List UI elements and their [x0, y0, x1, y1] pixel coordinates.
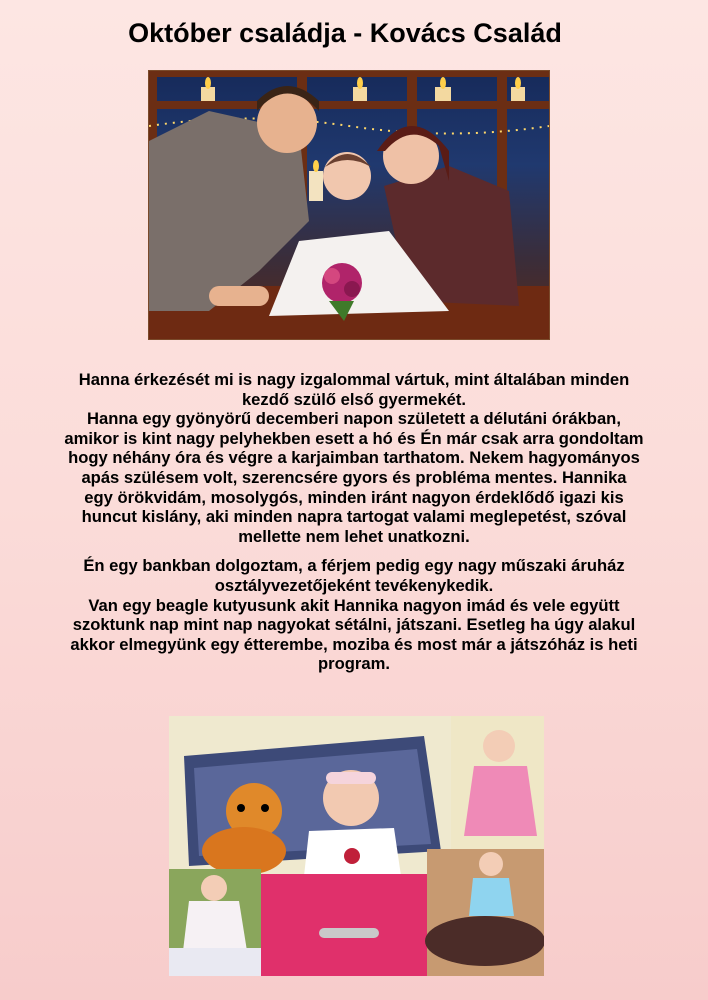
text-line: Van egy beagle kutyusunk akit Hannika nagyon imád és vele együtt: [88, 595, 620, 615]
text-line: osztályvezetőjeként tevékenykedik.: [214, 575, 494, 595]
text-line: apás szülésem volt, szerencsére gyors és probléma mentes. Hannika: [81, 467, 627, 487]
text-line: amikor is kint nagy pelyhekben esett a hó és Én már csak arra gondoltam: [64, 428, 644, 448]
photo-collage: [169, 716, 544, 976]
text-line: akkor elmegyünk egy étterembe, moziba és most már a játszóház is heti: [70, 634, 638, 654]
text-line: mellette nem lehet unatkozni.: [238, 526, 470, 546]
text-line: program.: [318, 654, 390, 674]
page-title: Október családja - Kovács Család: [128, 18, 562, 48]
text-line: huncut kislány, aki minden napra tartogat valami meglepetést, szóval: [81, 507, 627, 527]
text-line: hogy néhány óra és végre a karjaimban tarthatom. Nekem hagyományos: [68, 448, 640, 468]
story-text: [14, 370, 694, 684]
text-line: kezdő szülő első gyermekét.: [241, 389, 467, 409]
text-line: egy örökvidám, mosolygós, minden iránt nagyon érdeklődő igazi kis: [84, 487, 624, 507]
family-photo: [148, 70, 550, 340]
text-line: Én egy bankban dolgoztam, a férjem pedig egy nagy műszaki áruház: [83, 556, 625, 576]
paragraph-1: [14, 370, 694, 546]
text-line: Hanna egy gyönyörű decemberi napon született a délutáni órákban,: [87, 409, 621, 429]
paragraph-2: [14, 556, 694, 674]
text-line: Hanna érkezését mi is nagy izgalommal vártuk, mint általában minden: [78, 370, 630, 389]
text-line: szoktunk nap mint nap nagyokat sétálni, játszani. Esetleg ha úgy alakul: [72, 615, 636, 635]
